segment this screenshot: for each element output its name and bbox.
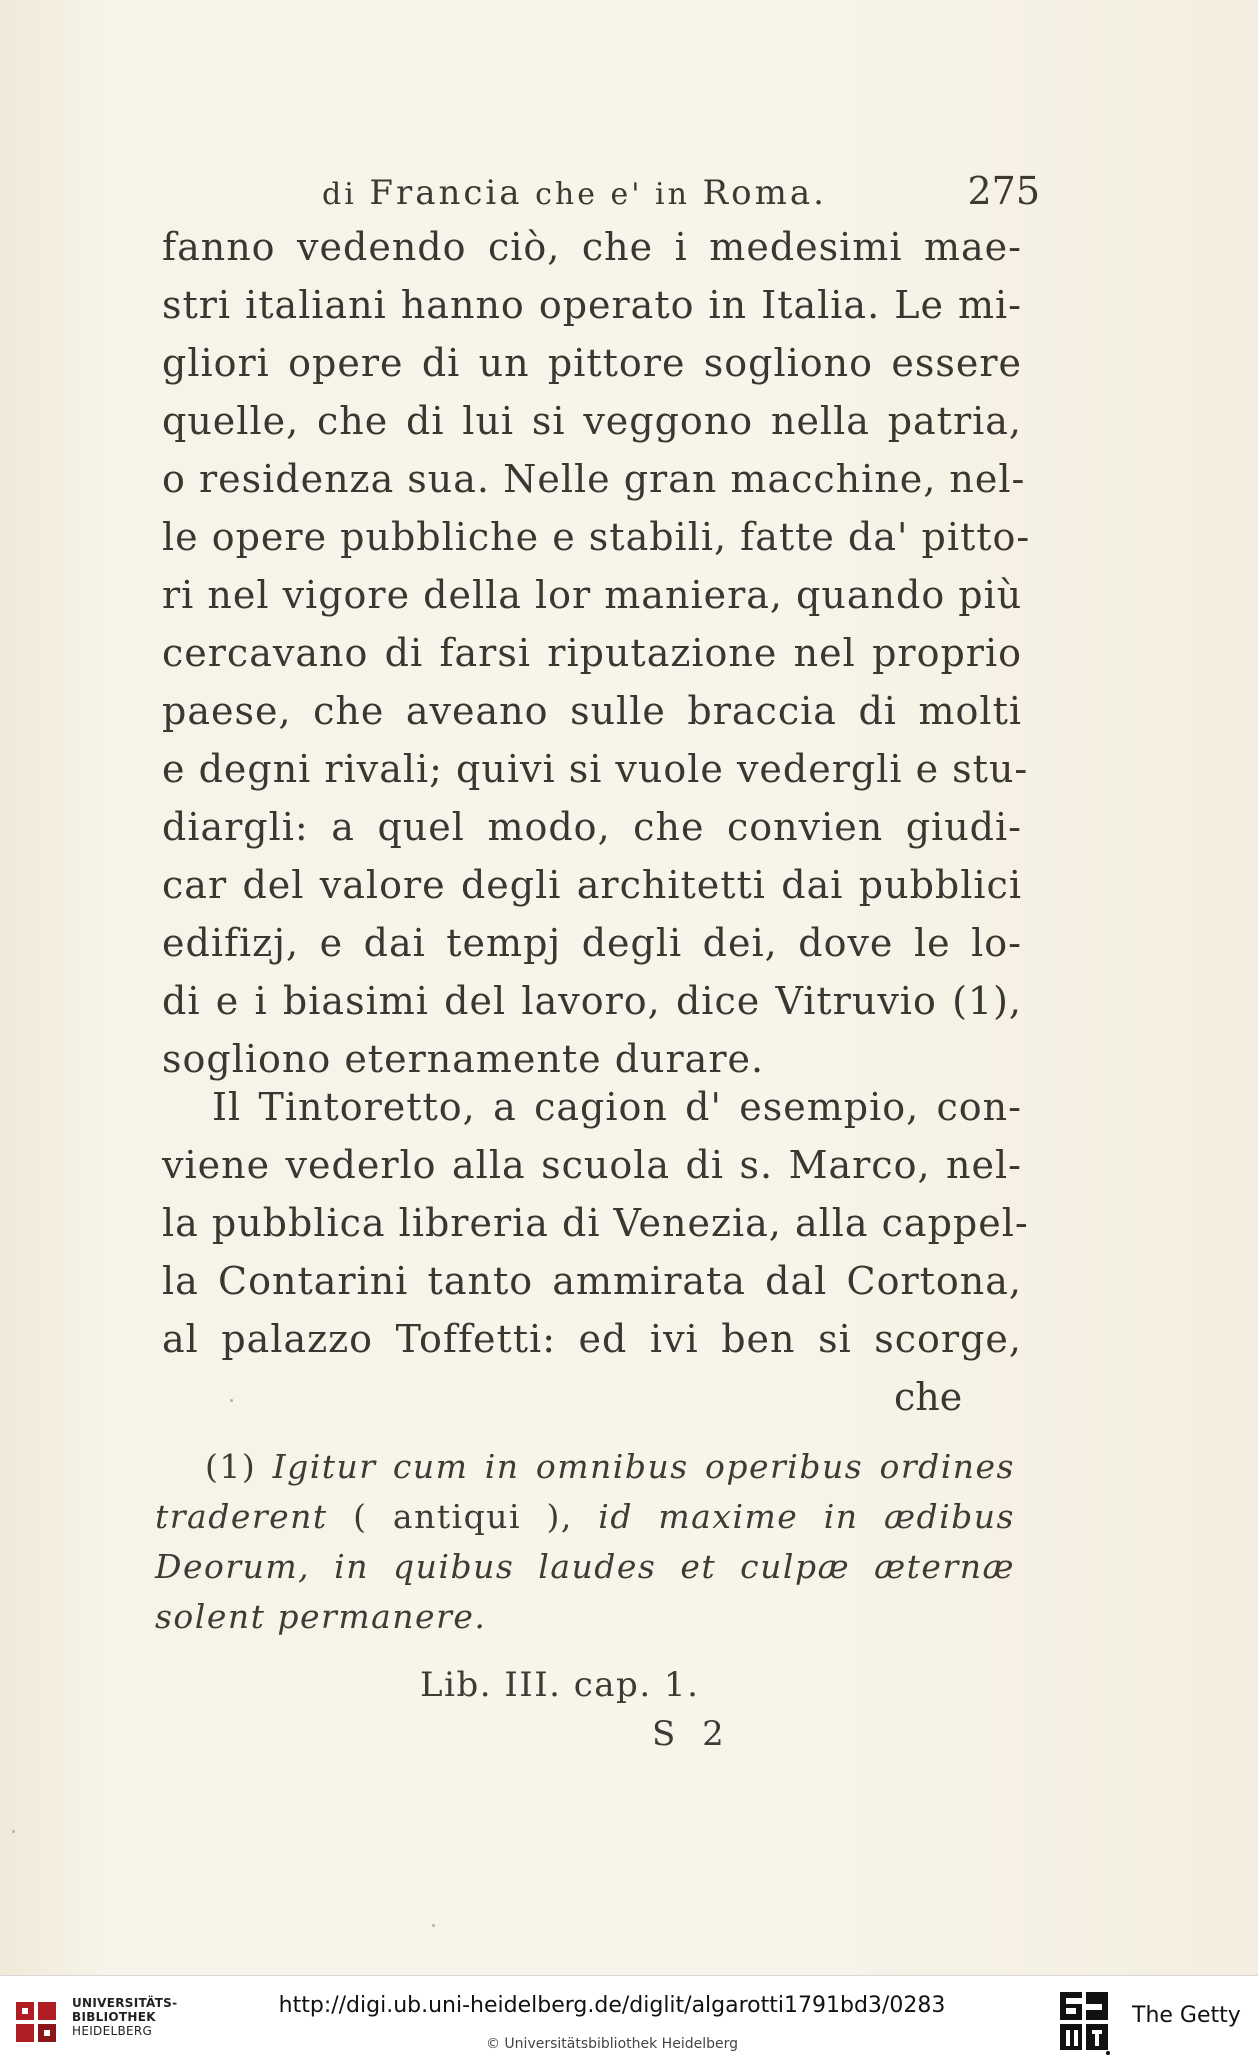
footnote-latin: traderent [155, 1497, 328, 1536]
partner-name: The Getty [1132, 2003, 1241, 2028]
footnote-latin: id maxime in ædibus [598, 1497, 1015, 1536]
text-line: gliori opere di un pittore sogliono essere [162, 341, 1022, 385]
text-line: cercavano di farsi riputazione nel proprio [162, 631, 1022, 675]
text-line: Il Tintoretto, a cagion d' esempio, con- [212, 1085, 1022, 1129]
text-line: al palazzo Toffetti: ed ivi ben si scorge, [162, 1317, 1022, 1361]
footnote-latin: Igitur cum in omnibus operibus ordines [272, 1447, 1015, 1486]
running-head-francia: Francia [369, 173, 523, 213]
university-library-name [72, 1996, 177, 2038]
text-line: la Contarini tanto ammirata dal Cortona, [162, 1259, 1022, 1303]
text-line: sogliono eternamente durare. [162, 1037, 765, 1081]
text-line: edifizj, e dai tempj degli dei, dove le lo- [162, 921, 1022, 965]
university-library-logo-icon [14, 2000, 58, 2044]
running-head [322, 163, 962, 225]
text-line: viene vederlo alla scuola di s. Marco, nel- [162, 1143, 1022, 1187]
library-name-line: BIBLIOTHEK [72, 2010, 156, 2024]
footnote-line [205, 1442, 1015, 1492]
running-head-roma: Roma. [702, 173, 827, 213]
text-line: paese, che aveano sulle braccia di molti [162, 689, 1022, 733]
signature-mark: S 2 [652, 1714, 732, 1754]
library-name-line: UNIVERSITÄTS- [72, 1996, 178, 2010]
paper-fleck [12, 1830, 15, 1833]
footnote-latin: Deorum, in quibus laudes et culpæ æternæ [155, 1547, 1015, 1586]
footnote-roman: ( antiqui ), [353, 1497, 573, 1536]
text-line: car del valore degli architetti dai pubblici [162, 863, 1022, 907]
getty-logo-icon [1058, 1990, 1112, 2056]
text-line: e degni rivali; quivi si vuole vedergli e stu- [162, 747, 1029, 791]
library-name-line: HEIDELBERG [72, 2024, 153, 2038]
text-line: o residenza sua. Nelle gran macchine, nel- [162, 457, 1026, 501]
text-line: stri italiani hanno operato in Italia. Le mi- [162, 283, 1022, 327]
viewer-footer [0, 1975, 1258, 2069]
text-line: diargli: a quel modo, che convien giudi- [162, 805, 1022, 849]
text-line: le opere pubbliche e stabili, fatte da' pitto- [162, 515, 1031, 559]
paper-fleck [432, 1924, 435, 1927]
page-number: 275 [967, 169, 1040, 213]
text-line: di e i biasimi del lavoro, dice Vitruvio (1), [162, 979, 1022, 1023]
footnote-citation: Lib. III. cap. 1. [420, 1665, 700, 1705]
footnote-line [155, 1542, 1015, 1592]
paper-fleck [230, 1399, 233, 1402]
text-line: fanno vedendo ciò, che i medesimi mae- [162, 225, 1022, 269]
text-line: la pubblica libreria di Venezia, alla cappel- [162, 1201, 1029, 1245]
text-line: ri nel vigore della lor maniera, quando più [162, 573, 1023, 617]
permalink-url[interactable]: http://digi.ub.uni-heidelberg.de/diglit/algarotti1791bd3/0283 [278, 1993, 946, 2018]
copyright-notice: © Universitätsbibliothek Heidelberg [485, 2036, 738, 2052]
running-head-prefix: di [322, 177, 357, 212]
footnote-line [155, 1492, 1015, 1542]
text-line: quelle, che di lui si veggono nella patria, [162, 399, 1022, 443]
footnote-latin: solent permanere. [155, 1597, 487, 1636]
footnote-line [155, 1592, 1015, 1642]
catchword: che [894, 1375, 963, 1419]
running-head-middle: che e' in [535, 177, 690, 212]
footnote-marker: (1) [205, 1447, 257, 1486]
